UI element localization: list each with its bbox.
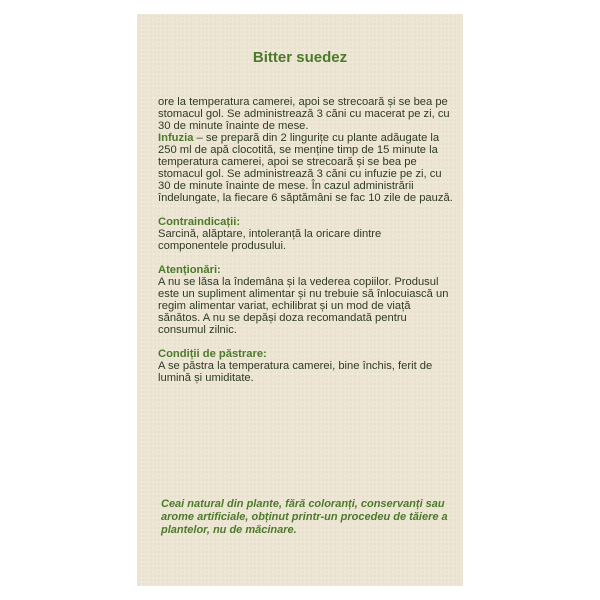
contraindications-section	[158, 216, 453, 252]
infusion-text: – se prepară din 2 lingurițe cu plante adăugate la 250 ml de apă clocotită, se menține timp de 15 minute la temperatura camerei, apoi se strecoară și se bea pe stomacul gol. Se administrează 3 căni cu infuzie pe zi, cu 30 de minute înainte de mese. În cazul administrării îndelungate, la fiecare 6 săptămâni se fac 10 zile de pauză.	[158, 132, 453, 204]
storage-text: A se păstra la temperatura camerei, bine închis, ferit de lumină și umiditate.	[158, 360, 433, 384]
contraindications-text: Sarcină, alăptare, intoleranță la oricare dintre componentele produsului.	[158, 228, 382, 252]
footer-statement: Ceai natural din plante, fără coloranți, conservanți sau arome artificiale, obținut printr-un procedeu de tăiere a plantelor, nu de măcinare.	[161, 498, 448, 536]
warnings-section	[158, 264, 453, 336]
warnings-heading: Atenționări:	[158, 264, 221, 276]
storage-heading: Condiții de păstrare:	[158, 348, 267, 360]
infusion-paragraph	[158, 132, 453, 204]
leaflet-body	[158, 96, 453, 384]
intro-paragraph: ore la temperatura camerei, apoi se strecoară și se bea pe stomacul gol. Se administrează 3 căni cu macerat pe zi, cu 30 de minute înainte de mese.	[158, 96, 450, 132]
infusion-label: Infuzia	[158, 132, 194, 144]
page-title: Bitter suedez	[252, 49, 348, 66]
warnings-text: A nu se lăsa la îndemâna și la vederea copiilor. Produsul este un supliment alimentar și nu trebuie să înlocuiască un regim alimentar variat, echilibrat și un mod de viață sănătos. A nu se depăși doza recomandată pentru consumul zilnic.	[158, 276, 449, 336]
contraindications-heading: Contraindicații:	[158, 216, 241, 228]
product-leaflet-page	[137, 14, 463, 586]
storage-section	[158, 348, 453, 384]
